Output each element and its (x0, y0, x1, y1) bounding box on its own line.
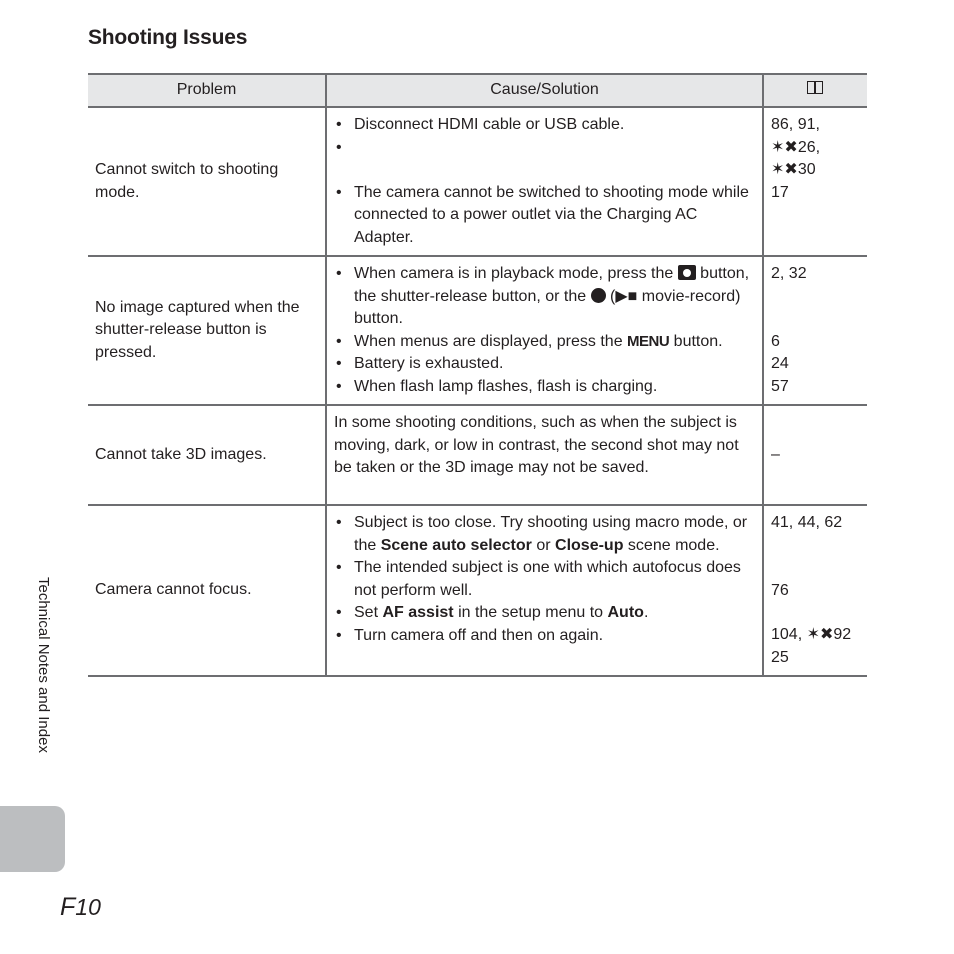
problem-cell: Camera cannot focus. (88, 505, 326, 676)
table-header-row (88, 74, 867, 107)
page-cell (763, 505, 867, 676)
table-row (88, 405, 867, 505)
page-ref: 76 (771, 581, 789, 599)
page-ref: 104, ✶✖92 (771, 626, 852, 643)
page-number (60, 893, 101, 922)
cause-bold: Auto (607, 604, 644, 621)
spacer (771, 535, 860, 580)
cause-item: • Disconnect HDMI cable or USB cable. (334, 114, 755, 137)
cause-cell (326, 107, 763, 256)
page-ref: 24 (771, 355, 789, 372)
cause-text: button, the shutter-release button, or the (354, 265, 750, 305)
cause-text: Subject is too close. Try shooting using macro mode, or the (354, 514, 748, 554)
cause-cell: In some shooting conditions, such as when the subject is moving, dark, or low in contrast, the second shot may not be taken or the 3D image may not be saved. (326, 405, 763, 505)
cause-text: When camera is in playback mode, press the (354, 265, 674, 282)
cause-item: • Turn camera off and then on again. (334, 625, 755, 648)
cause-item (334, 512, 755, 557)
cause-bold: AF assist (382, 604, 454, 621)
cause-text: movie-record) button. (354, 287, 741, 327)
movie-camera-icon: ▶■ (615, 287, 638, 305)
page-cell (763, 107, 867, 256)
page-ref: 17 (771, 183, 789, 201)
table-row (88, 107, 867, 256)
cause-bold: Scene auto selector (380, 536, 532, 554)
problem-cell: No image captured when the shutter-release button is pressed. (88, 256, 326, 405)
page-ref: 6 (771, 332, 780, 350)
cause-item (334, 602, 755, 625)
cause-text: Set (354, 604, 379, 621)
section-title: Shooting Issues (88, 26, 248, 49)
table-row (88, 505, 867, 676)
side-section-label: Technical Notes and Index (35, 577, 52, 753)
cause-text: in the setup menu to (458, 604, 604, 621)
cause-item: • When camera is in playback mode, press the button, the shutter-release button, or the (▶■ movie-record) button. (334, 263, 755, 331)
page-number-value: 10 (75, 894, 101, 920)
page-cell (763, 256, 867, 405)
cause-item: • The camera cannot be switched to shooting mode while connected to a power outlet via the Charging AC Adapter. (334, 182, 755, 250)
cause-text: or (536, 536, 551, 554)
problem-cell: Cannot take 3D images. (88, 405, 326, 505)
cause-item: • When flash lamp flashes, flash is charging. (334, 376, 755, 399)
book-icon (806, 80, 826, 96)
cause-cell (326, 256, 763, 405)
troubleshooting-table (88, 73, 867, 677)
camera-icon (678, 265, 696, 280)
page-ref: 25 (771, 648, 789, 666)
page-ref: ✶✖30 (771, 161, 816, 178)
section-tab (0, 806, 65, 872)
page-ref: ✶✖26, (771, 138, 821, 156)
page-ref: 86, 91, (771, 116, 820, 133)
movie-record-button-icon (591, 288, 606, 303)
cause-text: When menus are displayed, press the (354, 332, 623, 350)
page-ref: 41, 44, 62 (771, 514, 843, 531)
cause-text: scene mode. (627, 536, 720, 554)
header-page-reference (763, 74, 867, 107)
header-cause-solution: Cause/Solution (326, 74, 763, 107)
page-ref: 2, 32 (771, 265, 807, 282)
table-row (88, 256, 867, 405)
cause-item: • Battery is exhausted. (334, 353, 755, 376)
cause-item (334, 331, 755, 354)
spacer (771, 286, 860, 331)
spacer (334, 137, 755, 182)
problem-cell: Cannot switch to shooting mode. (88, 107, 326, 256)
page-cell: – (763, 405, 867, 505)
cause-cell (326, 505, 763, 676)
header-problem: Problem (88, 74, 326, 107)
spacer (771, 602, 860, 624)
cause-bold: Close-up (555, 536, 624, 554)
page-prefix: F (60, 893, 76, 921)
cause-text: . (643, 604, 649, 621)
page-ref: 57 (771, 377, 789, 395)
menu-button-label: MENU (627, 332, 670, 350)
cause-text: button. (673, 332, 723, 350)
cause-item: • The intended subject is one with which autofocus does not perform well. (334, 557, 755, 602)
